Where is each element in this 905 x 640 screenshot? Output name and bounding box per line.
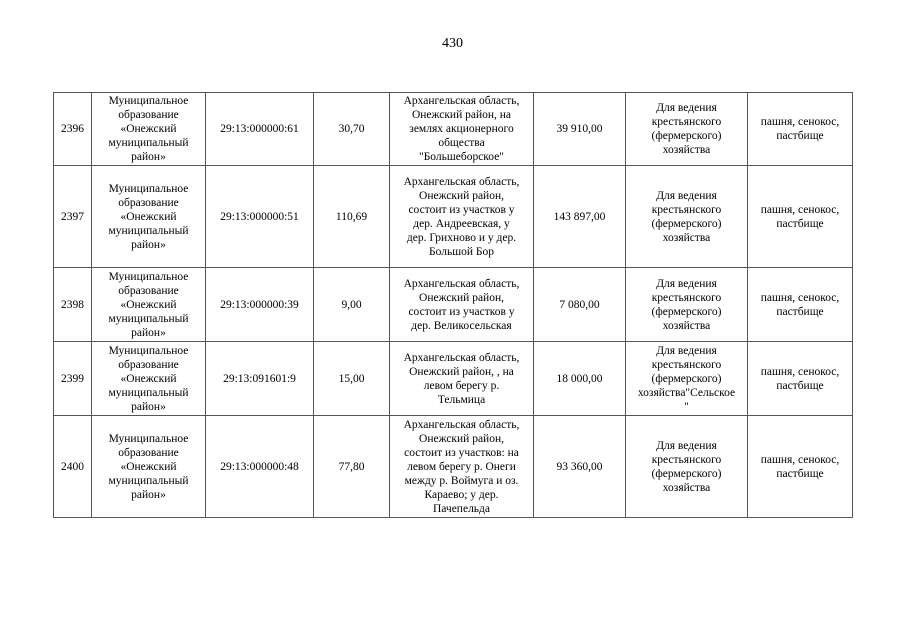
location-cell: Архангельская область, Онежский район, состоит из участков у дер. Великосельская (390, 268, 534, 342)
land-use-cell: пашня, сенокос, пастбище (748, 416, 853, 518)
location-cell: Архангельская область, Онежский район, , на левом берегу р. Тельмица (390, 342, 534, 416)
location-cell: Архангельская область, Онежский район, состоит из участков: на левом берегу р. Онеги между р. Воймуга и оз. Караево; у дер. Пачепельда (390, 416, 534, 518)
area-cell: 110,69 (314, 166, 390, 268)
cadastral-number-cell: 29:13:000000:48 (206, 416, 314, 518)
page-number: 430 (442, 36, 463, 51)
land-use-cell: пашня, сенокос, пастбище (748, 166, 853, 268)
table-row (54, 268, 853, 342)
row-number-cell: 2400 (54, 416, 92, 518)
land-use-cell: пашня, сенокос, пастбище (748, 268, 853, 342)
cadastral-number-cell: 29:13:000000:39 (206, 268, 314, 342)
location-cell: Архангельская область, Онежский район, состоит из участков у дер. Андреевская, у дер. Грихново и у дер. Большой Бор (390, 166, 534, 268)
owner-cell: Муниципальное образование «Онежский муниципальный район» (92, 166, 206, 268)
cadastral-number-cell: 29:13:091601:9 (206, 342, 314, 416)
table-row (54, 166, 853, 268)
area-cell: 77,80 (314, 416, 390, 518)
location-cell: Архангельская область, Онежский район, на землях акционерного общества "Большеборское" (390, 93, 534, 166)
row-number-cell: 2399 (54, 342, 92, 416)
purpose-cell: Для ведения крестьянского (фермерского) хозяйства (626, 268, 748, 342)
land-use-cell: пашня, сенокос, пастбище (748, 342, 853, 416)
owner-cell: Муниципальное образование «Онежский муниципальный район» (92, 268, 206, 342)
owner-cell: Муниципальное образование «Онежский муниципальный район» (92, 93, 206, 166)
purpose-cell: Для ведения крестьянского (фермерского) хозяйства (626, 166, 748, 268)
owner-cell: Муниципальное образование «Онежский муниципальный район» (92, 342, 206, 416)
area-cell: 15,00 (314, 342, 390, 416)
purpose-cell: Для ведения крестьянского (фермерского) хозяйства"Сельское " (626, 342, 748, 416)
owner-cell: Муниципальное образование «Онежский муниципальный район» (92, 416, 206, 518)
cadastral-value-cell: 93 360,00 (534, 416, 626, 518)
area-cell: 9,00 (314, 268, 390, 342)
land-use-cell: пашня, сенокос, пастбище (748, 93, 853, 166)
table-row (54, 342, 853, 416)
table-row (54, 93, 853, 166)
cadastral-value-cell: 7 080,00 (534, 268, 626, 342)
row-number-cell: 2396 (54, 93, 92, 166)
purpose-cell: Для ведения крестьянского (фермерского) хозяйства (626, 93, 748, 166)
area-cell: 30,70 (314, 93, 390, 166)
land-registry-table (53, 92, 853, 518)
cadastral-value-cell: 143 897,00 (534, 166, 626, 268)
cadastral-value-cell: 18 000,00 (534, 342, 626, 416)
cadastral-number-cell: 29:13:000000:51 (206, 166, 314, 268)
table-row (54, 416, 853, 518)
row-number-cell: 2397 (54, 166, 92, 268)
row-number-cell: 2398 (54, 268, 92, 342)
purpose-cell: Для ведения крестьянского (фермерского) хозяйства (626, 416, 748, 518)
cadastral-value-cell: 39 910,00 (534, 93, 626, 166)
cadastral-number-cell: 29:13:000000:61 (206, 93, 314, 166)
